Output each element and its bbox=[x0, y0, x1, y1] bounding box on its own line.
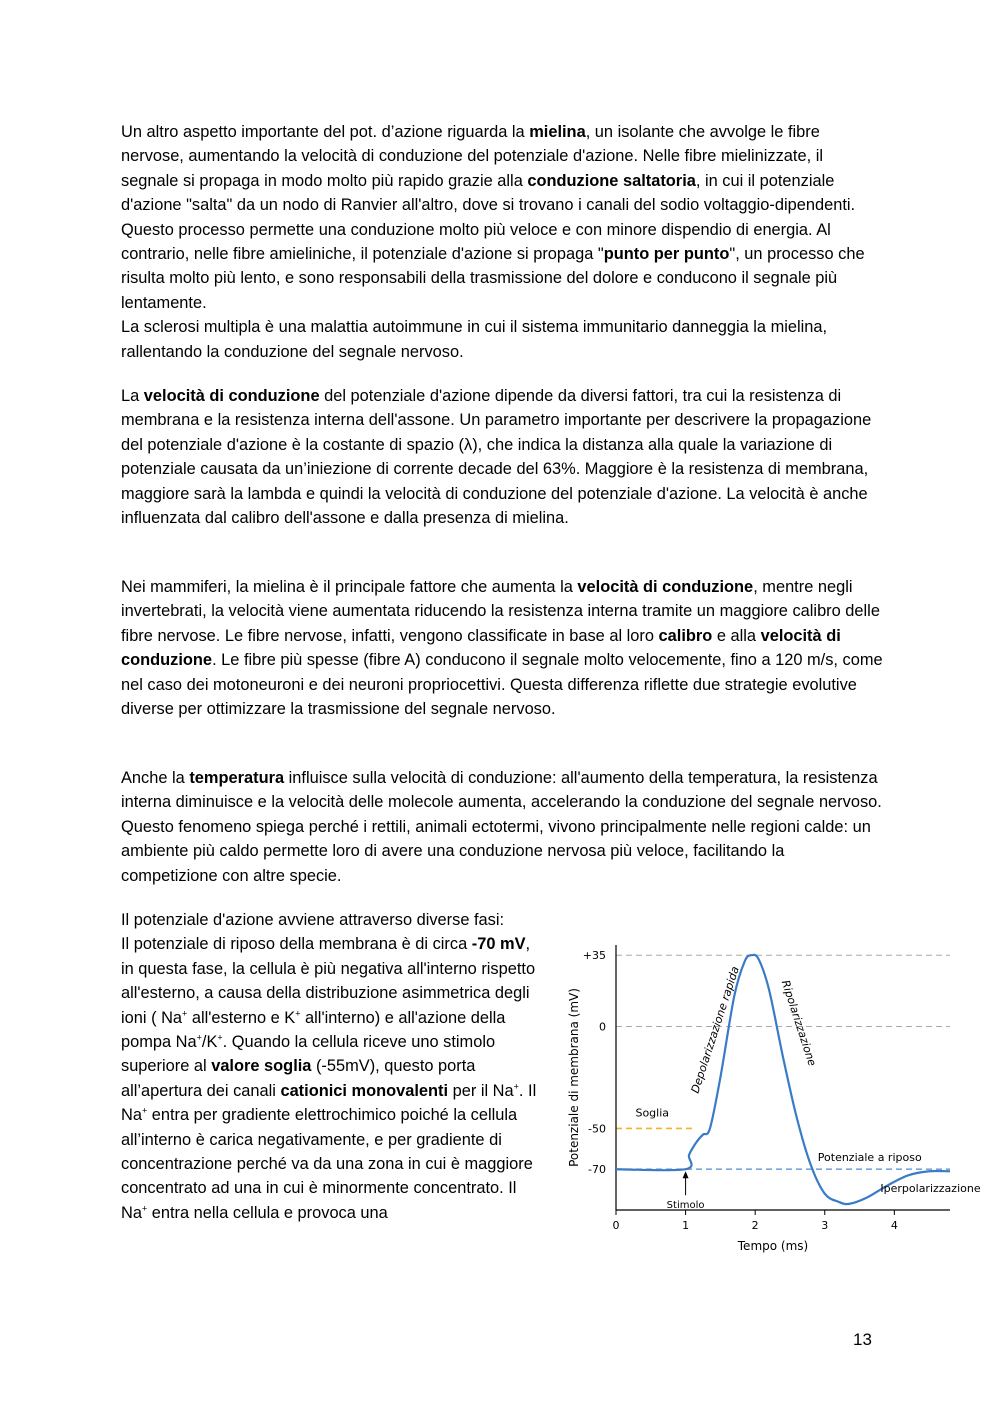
paragraph-temperatura: Anche la temperatura influisce sulla velocità di conduzione: all'aumento della temperatura, la resistenza interna diminuisce e la velocità delle molecole aumenta, accelerando la conduzione del segnale nervoso. Questo fenomeno spiega perché i rettili, animali ectotermi, vivono principalmente nelle regioni calde: un ambiente più caldo permette loro di avere una conduzione nervosa più veloce, facilitando la competizione con altre specie. bbox=[121, 769, 882, 885]
x-tick-label-4: 4 bbox=[890, 1219, 898, 1232]
label-stimolo: Stimolo bbox=[666, 1200, 705, 1212]
page-number: 13 bbox=[853, 1330, 872, 1349]
bold-temperatura: temperatura bbox=[189, 769, 285, 787]
action-potential-chart bbox=[560, 935, 980, 1255]
label-ripolarizzazione: Ripolarizzazione bbox=[778, 978, 819, 1068]
bold-mielina: mielina bbox=[529, 123, 586, 141]
x-tick-label-3: 3 bbox=[821, 1219, 829, 1232]
label-iperpolarizzazione: Iperpolarizzazione bbox=[880, 1182, 980, 1196]
x-axis-label: Tempo (ms) bbox=[737, 1239, 809, 1253]
y-tick-label-0: +35 bbox=[582, 949, 606, 963]
bold-conduzione-saltatoria: conduzione saltatoria bbox=[527, 171, 696, 190]
paragraph-fasi: Il potenziale d'azione avviene attraverso diverse fasi: Il potenziale di riposo della membrana è di circa -70 mV, in questa fase, la cellula è più negativa all'interno rispetto all'esterno, a causa della distribuzione asimmetrica degli ioni ( Na+ all'esterno e K+ all'interno) e all'azione della pompa Na+/K+. Quando la cellula riceve uno stimolo superiore al valore soglia (-55mV), questo porta all’apertura dei canali cationici monovalenti per il Na+. Il Na+ entra per gradiente elettrochimico poiché la cellula all’interno è carica negativamente, e per gradiente di concentrazione perché va da una zona in cui è maggiore concentrato ad una in cui è minormente concentrato. Il Na+ entra nella cellula e provoca una bbox=[121, 911, 537, 1222]
stimolo-arrowhead-icon bbox=[683, 1171, 689, 1178]
y-tick-label-2: -50 bbox=[588, 1122, 606, 1136]
y-tick-label-3: -70 bbox=[588, 1163, 606, 1177]
y-tick-label-1: 0 bbox=[599, 1020, 606, 1034]
y-axis-label: Potenziale di membrana (mV) bbox=[567, 988, 581, 1167]
label-soglia: Soglia bbox=[635, 1106, 670, 1120]
label-depolarizzazione-rapida: Depolarizzazione rapida bbox=[688, 964, 742, 1095]
x-tick-label-2: 2 bbox=[751, 1219, 759, 1232]
label-potenziale-a-riposo: Potenziale a riposo bbox=[817, 1151, 922, 1165]
chart-svg bbox=[560, 935, 980, 1255]
bold-velocita-conduzione: velocità di conduzione bbox=[143, 387, 320, 405]
paragraph-velocita: La velocità di conduzione del potenziale d'azione dipende da diversi fattori, tra cui la resistenza di membrana e la resistenza interna dell'assone. Un parametro importante per descrivere la propagazione del potenziale d'azione è la costante di spazio (λ), che indica la distanza alla quale la variazione di potenziale causata da un’iniezione di corrente decade del 63%. Maggiore è la resistenza di membrana, maggiore sarà la lambda e quindi la velocità di conduzione del potenziale d'azione. La velocità è anche influenzata dal calibro dell'assone e dalla presenza di mielina. bbox=[121, 387, 872, 528]
x-tick-label-0: 0 bbox=[612, 1219, 620, 1232]
bold-punto-per-punto: punto per punto bbox=[603, 245, 730, 264]
paragraph-mammiferi: Nei mammiferi, la mielina è il principale fattore che aumenta la velocità di conduzione, mentre negli invertebrati, la velocità viene aumentata riducendo la resistenza interna tramite un maggiore calibro delle fibre nervose. Le fibre nervose, infatti, vengono classificate in base al loro calibro e alla velocità di conduzione. Le fibre più spesse (fibre A) conducono il segnale molto velocemente, fino a 120 m/s, come nel caso dei motoneuroni e dei neuroni propriocettivi. Questa differenza riflette due strategie evolutive diverse per ottimizzare la trasmissione del segnale nervoso. bbox=[121, 578, 883, 719]
x-tick-label-1: 1 bbox=[682, 1219, 690, 1232]
paragraph-mielina: Un altro aspetto importante del pot. d’azione riguarda la mielina, un isolante che avvolge le fibre nervose, aumentando la velocità di conduzione del potenziale d'azione. Nelle fibre mielinizzate, il segnale si propaga in modo molto più rapido grazie alla conduzione saltatoria, in cui il potenziale d'azione "salta" da un nodo di Ranvier all'altro, dove si trovano i canali del sodio voltaggio-dipendenti. Questo processo permette una conduzione molto più veloce e con minore dispendio di energia. Al contrario, nelle fibre amieliniche, il potenziale d'azione si propaga "punto per punto", un processo che risulta molto più lento, e sono responsabili della trasmissione del dolore e conducono il segnale più lentamente. La sclerosi multipla è una malattia autoimmune in cui il sistema immunitario danneggia la mielina, rallentando la conduzione del segnale nervoso. bbox=[121, 120, 883, 364]
paragraph-sclerosi: La sclerosi multipla è una malattia autoimmune in cui il sistema immunitario danneggia la mielina, rallentando la conduzione del segnale nervoso. bbox=[121, 318, 828, 361]
